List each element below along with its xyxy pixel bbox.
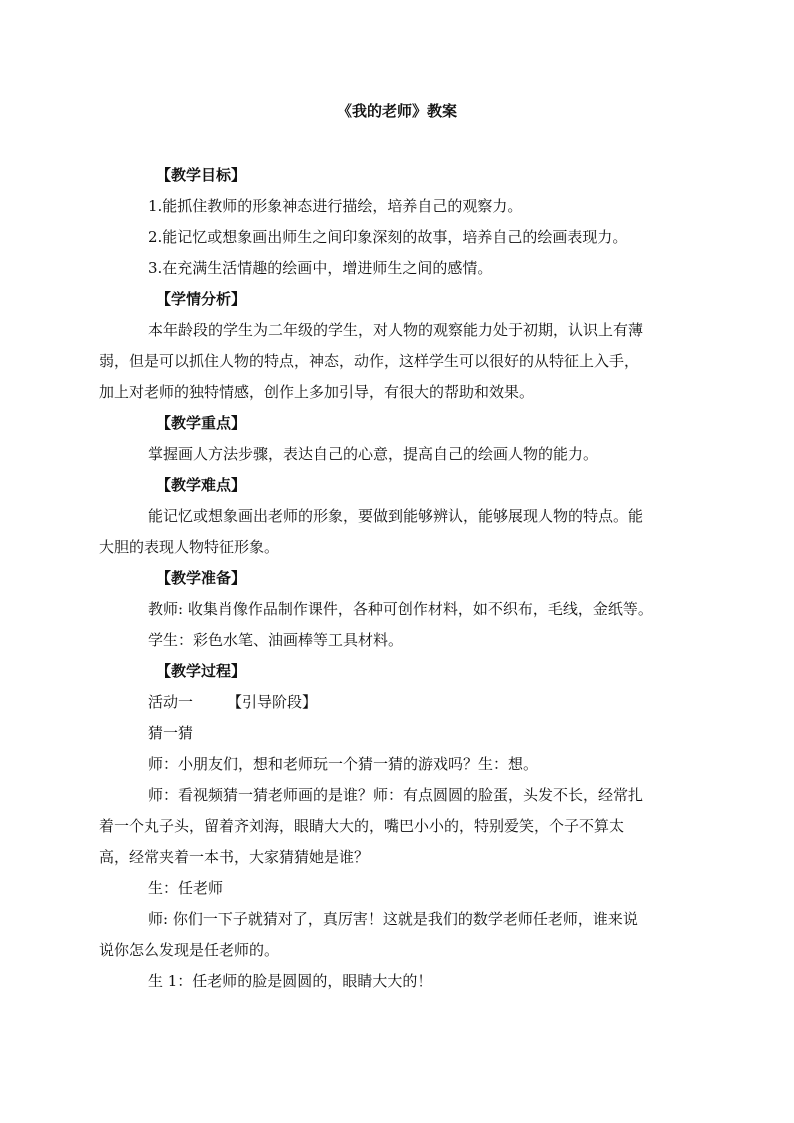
dialogue-line: 师: 你们一下子就猜对了，真厉害！这就是我们的数学老师任老师，谁来说: [148, 910, 638, 928]
dialogue-line: 生 1：任老师的脸是圆圆的，眼睛大大的！: [148, 972, 433, 990]
dialogue-line: 师：小朋友们，想和老师玩一个猜一猜的游戏吗？生：想。: [148, 755, 539, 773]
analysis-line: 本年龄段的学生为二年级的学生，对人物的观察能力处于初期，认识上有薄: [148, 321, 644, 339]
dialogue-line: 高，经常夹着一本书，大家猜猜她是谁？: [99, 848, 370, 866]
analysis-heading: 【学情分析】: [156, 290, 247, 308]
difficulties-line: 能记忆或想象画出老师的形象，要做到能够辨认，能够展现人物的特点。能: [148, 507, 644, 525]
dialogue-line: 师：看视频猜一猜老师画的是谁？师：有点圆圆的脸蛋，头发不长，经常扎: [148, 786, 644, 804]
dialogue-line: 着一个丸子头，留着齐刘海，眼睛大大的，嘴巴小小的，特别爱笑，个子不算太: [99, 817, 625, 835]
goal-item: 1.能抓住教师的形象神态进行描绘，培养自己的观察力。: [148, 197, 523, 215]
preparation-student: 学生：彩色水笔、油画棒等工具材料。: [148, 631, 404, 649]
document-title: 《我的老师》教案: [336, 102, 457, 120]
difficulties-heading: 【教学难点】: [156, 476, 247, 494]
activity-line: [148, 687, 678, 718]
goal-item: 2.能记忆或想象画出师生之间印象深刻的故事，培养自己的绘画表现力。: [148, 228, 628, 246]
preparation-teacher: 教师: 收集肖像作品制作课件，各种可创作材料，如不织布，毛线，金纸等。: [148, 600, 653, 618]
key-points-heading: 【教学重点】: [156, 414, 247, 432]
difficulties-line: 大胆的表现人物特征形象。: [99, 538, 280, 556]
document-body: [99, 160, 678, 997]
activity-label: 活动一: [148, 693, 194, 711]
process-heading: 【教学过程】: [156, 662, 247, 680]
dialogue-line: 生：任老师: [148, 879, 224, 897]
goal-item: 3.在充满生活情趣的绘画中，增进师生之间的感情。: [148, 259, 493, 277]
preparation-heading: 【教学准备】: [156, 569, 247, 587]
game-title: 猜一猜: [148, 724, 194, 742]
analysis-line: 弱，但是可以抓住人物的特点，神态，动作，这样学生可以很好的从特征上入手，: [99, 352, 640, 370]
activity-stage: 【引导阶段】: [227, 693, 318, 711]
goals-heading: 【教学目标】: [156, 166, 247, 184]
analysis-line: 加上对老师的独特情感，创作上多加引导，有很大的帮助和效果。: [99, 383, 535, 401]
dialogue-line: 说你怎么发现是任老师的。: [99, 941, 280, 959]
key-points-text: 掌握画人方法步骤，表达自己的心意，提高自己的绘画人物的能力。: [148, 445, 599, 463]
